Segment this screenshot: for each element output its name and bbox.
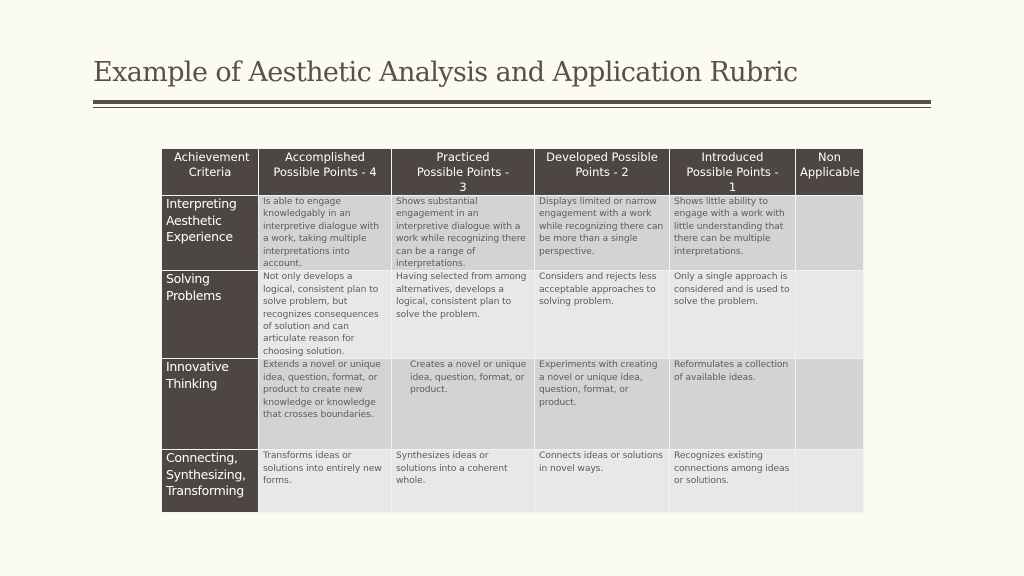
rubric-cell: Connects ideas or solutions in novel ways. [535, 450, 670, 513]
header-row [162, 149, 864, 196]
rubric-cell: Is able to engage knowledgably in an interpretive dialogue with a work, taking multiple interpretations into account. [259, 196, 392, 271]
rubric-table [161, 148, 864, 513]
rubric-cell [796, 196, 864, 271]
rubric-cell: Transforms ideas or solutions into entirely new forms. [259, 450, 392, 513]
rubric-cell: Shows little ability to engage with a work with little understanding that there can be multiple interpretations. [670, 196, 796, 271]
rubric-cell: Displays limited or narrow engagement with a work while recognizing there can be more than a single perspective. [535, 196, 670, 271]
criteria-cell: Connecting, Synthesizing, Transforming [162, 450, 259, 513]
title-divider [93, 100, 931, 104]
header-accomplished: Accomplished Possible Points - 4 [259, 149, 392, 196]
header-non-applicable: Non Applicable [796, 149, 864, 196]
page-title: Example of Aesthetic Analysis and Application Rubric [93, 57, 798, 88]
rubric-cell [796, 450, 864, 513]
header-developed: Developed Possible Points - 2 [535, 149, 670, 196]
rubric-cell: Shows substantial engagement in an interpretive dialogue with a work while recognizing there can be a range of interpretations. [392, 196, 535, 271]
table-row [162, 271, 864, 359]
rubric-cell [796, 359, 864, 450]
table-row [162, 450, 864, 513]
table-row [162, 359, 864, 450]
rubric-cell: Not only develops a logical, consistent plan to solve problem, but recognizes consequences of solution and can articulate reason for choosing solution. [259, 271, 392, 359]
rubric-cell: Recognizes existing connections among ideas or solutions. [670, 450, 796, 513]
header-practiced: Practiced Possible Points - 3 [392, 149, 535, 196]
rubric-cell: Having selected from among alternatives, develops a logical, consistent plan to solve the problem. [392, 271, 535, 359]
rubric-cell: Synthesizes ideas or solutions into a coherent whole. [392, 450, 535, 513]
title-divider-thin [93, 107, 931, 108]
rubric-cell: Creates a novel or unique idea, question, format, or product. [392, 359, 535, 450]
criteria-cell: Interpreting Aesthetic Experience [162, 196, 259, 271]
rubric-cell: Experiments with creating a novel or unique idea, question, format, or product. [535, 359, 670, 450]
rubric-cell: Considers and rejects less acceptable approaches to solving problem. [535, 271, 670, 359]
rubric-cell: Reformulates a collection of available ideas. [670, 359, 796, 450]
criteria-cell: Solving Problems [162, 271, 259, 359]
rubric-cell: Only a single approach is considered and is used to solve the problem. [670, 271, 796, 359]
table-row [162, 196, 864, 271]
rubric-cell: Extends a novel or unique idea, question, format, or product to create new knowledge or knowledge that crosses boundaries. [259, 359, 392, 450]
criteria-cell: Innovative Thinking [162, 359, 259, 450]
header-criteria: Achievement Criteria [162, 149, 259, 196]
header-introduced: Introduced Possible Points - 1 [670, 149, 796, 196]
rubric-cell [796, 271, 864, 359]
